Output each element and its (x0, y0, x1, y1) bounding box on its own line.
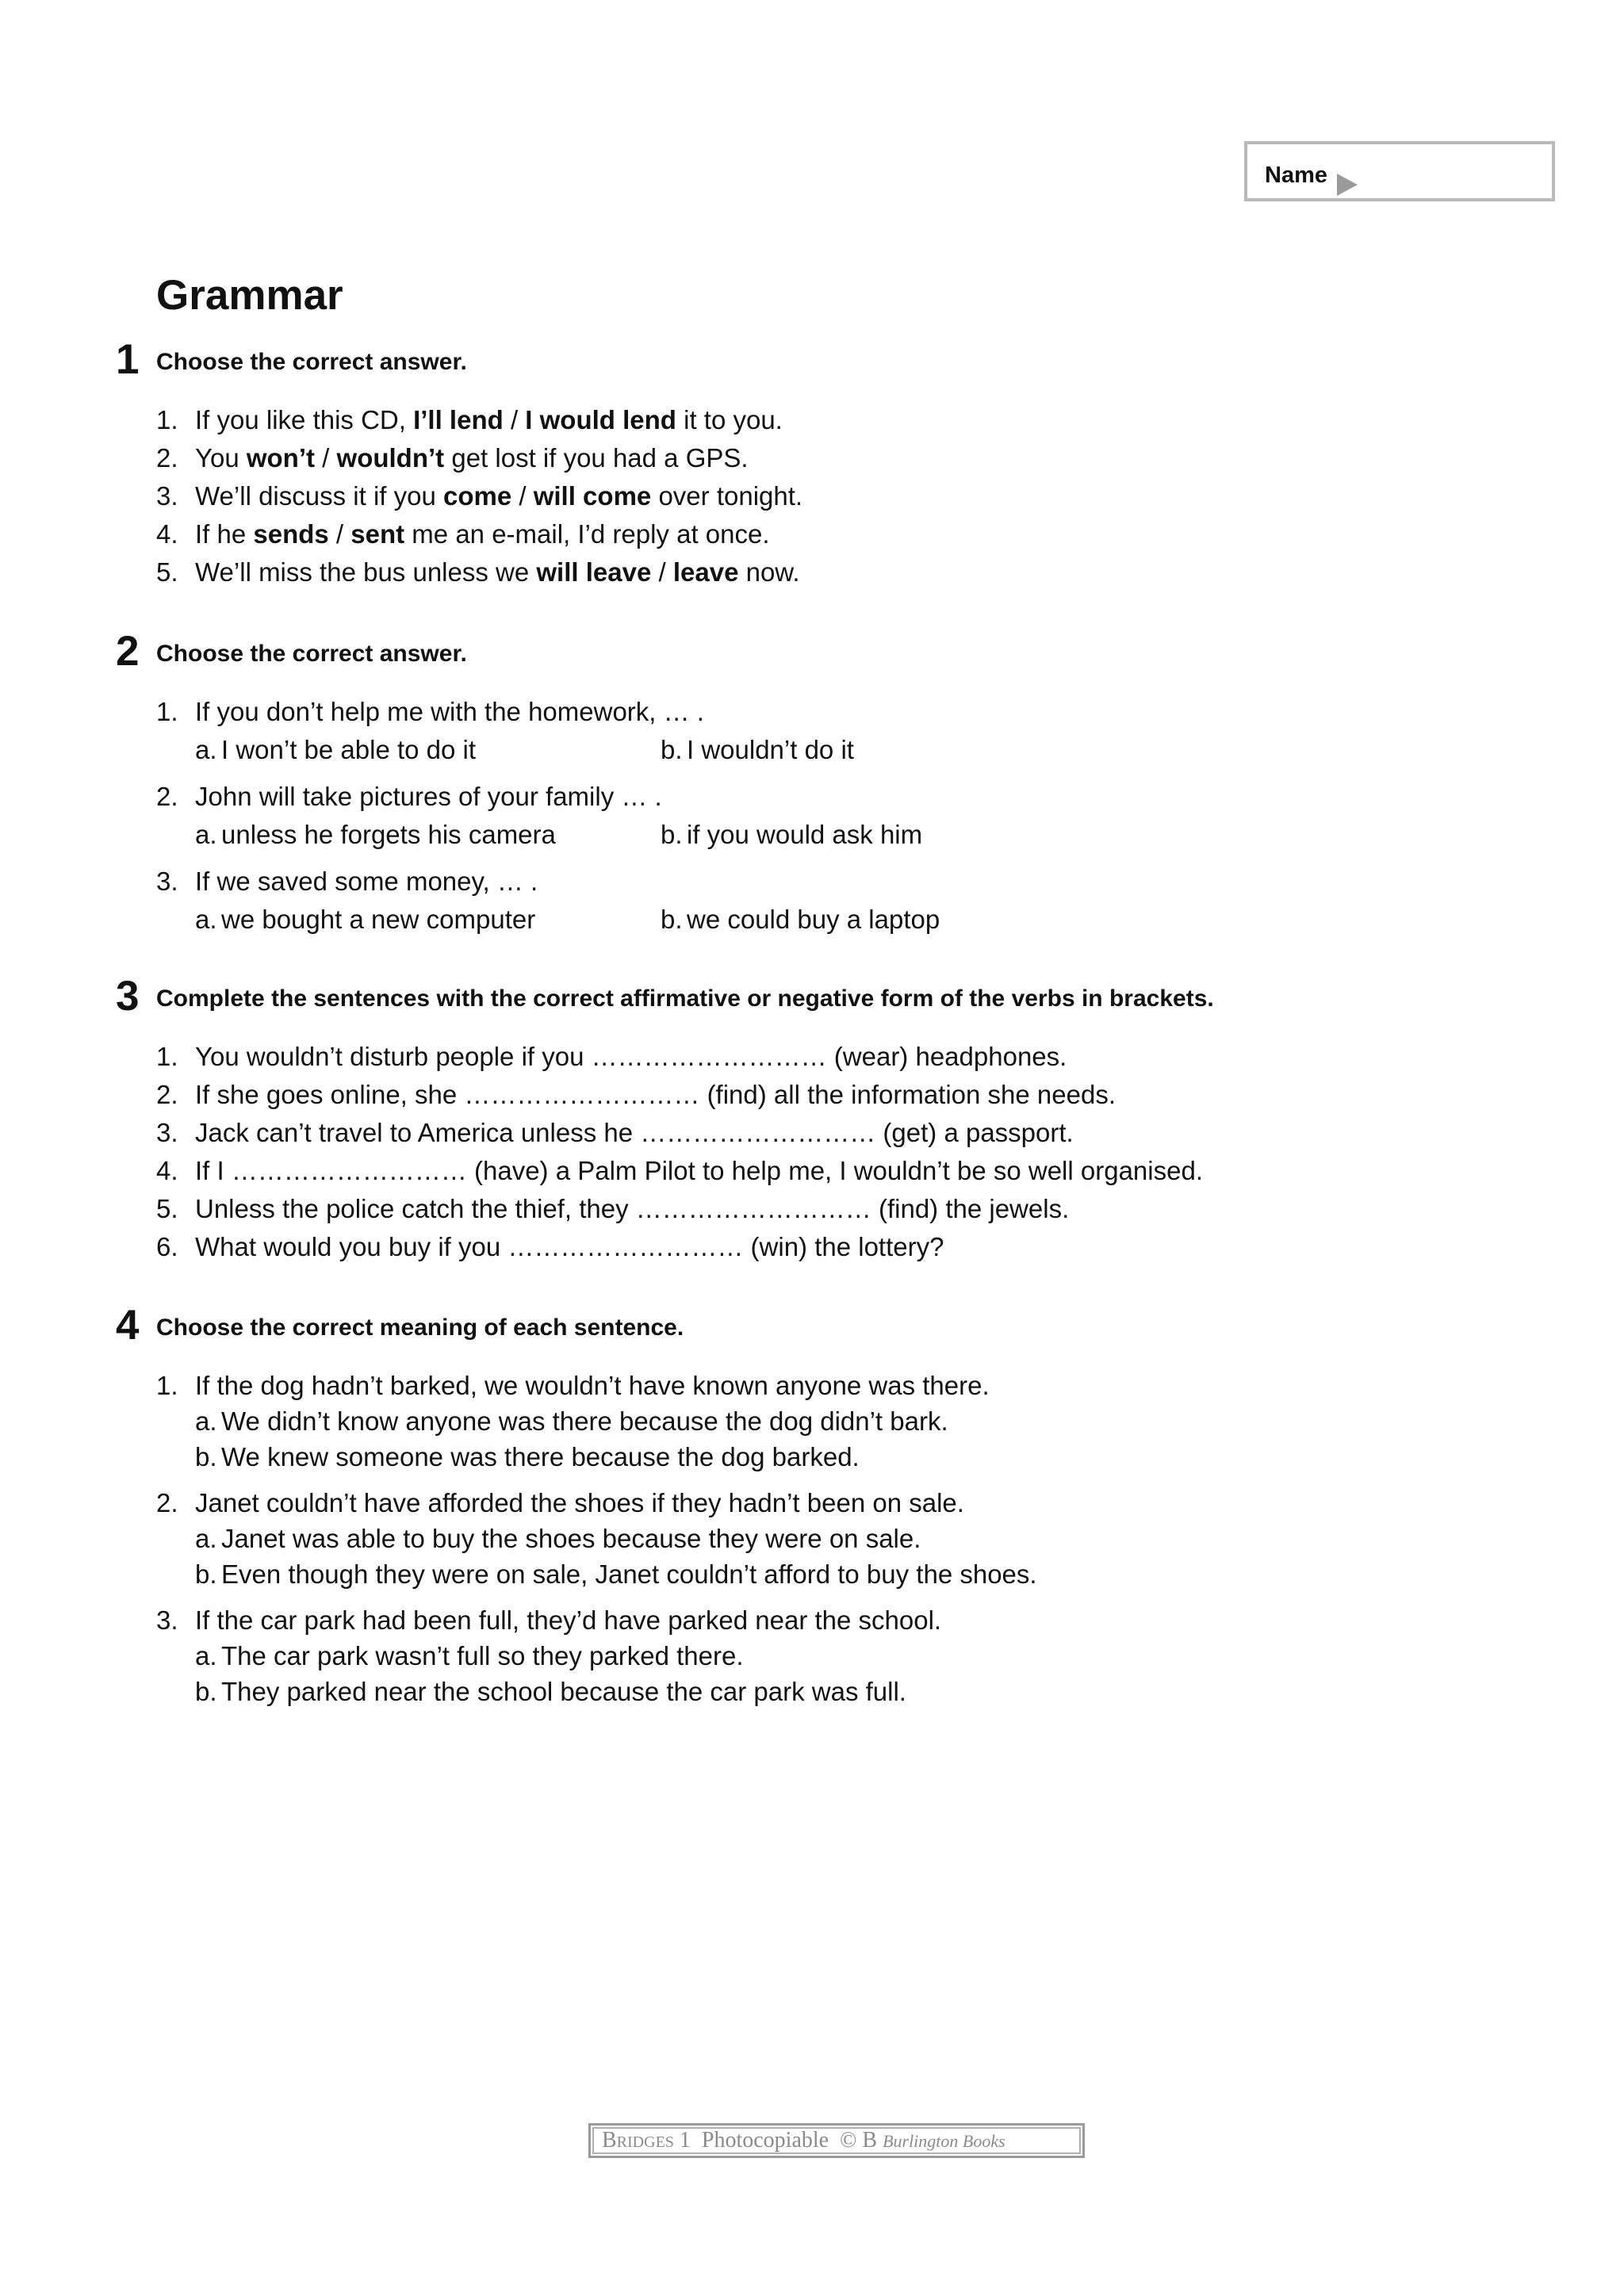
option-separator: / (651, 557, 673, 587)
exercise-1-instruction: Choose the correct answer. (156, 349, 467, 375)
exercise-2-question (156, 867, 538, 897)
exercise-1-number: 1 (116, 336, 140, 383)
answer-option-b (661, 820, 922, 850)
arrow-right-icon (1337, 174, 1358, 196)
answer-option-a (195, 1406, 948, 1437)
option-letter: a. (195, 905, 217, 934)
option-text: I wouldn’t do it (687, 735, 854, 764)
item-text: now. (738, 557, 800, 587)
exercise-4-instruction: Choose the correct meaning of each sentence. (156, 1314, 684, 1341)
item-number: 3. (156, 481, 178, 511)
item-text: You (195, 443, 247, 473)
option-a: won’t (246, 443, 316, 473)
item-number: 5. (156, 1194, 178, 1223)
name-field[interactable] (1244, 141, 1555, 201)
item-number: 4. (156, 519, 178, 549)
option-letter: a. (195, 735, 217, 764)
sentence-text: If she goes online, she ……………………… (find) all the information she needs. (195, 1080, 1116, 1109)
footer-copyright (588, 2123, 1085, 2158)
item-text: We’ll discuss it if you (195, 481, 443, 511)
item-number: 6. (156, 1232, 178, 1261)
item-number: 5. (156, 557, 178, 587)
answer-option-b (661, 735, 854, 765)
option-a: I’ll lend (413, 405, 504, 434)
exercise-4-question (156, 1605, 941, 1636)
option-letter: a. (195, 1524, 217, 1553)
option-b: sent (350, 519, 405, 549)
footer-brand: Bridges 1 (602, 2128, 691, 2152)
exercise-4-question (156, 1371, 990, 1401)
question-text: If the car park had been full, they’d have parked near the school. (195, 1605, 942, 1635)
item-number: 1. (156, 1042, 178, 1071)
option-a: sends (253, 519, 329, 549)
option-letter: b. (661, 820, 683, 849)
item-text: If you like this CD, (195, 405, 414, 434)
option-text: They parked near the school because the car park was full. (221, 1677, 906, 1706)
option-separator: / (503, 405, 526, 434)
option-letter: a. (195, 1641, 217, 1670)
option-text: Janet was able to buy the shoes because they were on sale. (221, 1524, 921, 1553)
item-number: 3. (156, 1118, 178, 1147)
exercise-3-item (156, 1194, 1069, 1224)
option-separator: / (315, 443, 337, 473)
exercise-1-item (156, 557, 800, 587)
answer-option-a (195, 735, 476, 765)
option-text: we bought a new computer (221, 905, 536, 934)
option-b: will come (533, 481, 652, 511)
exercise-3-item (156, 1232, 944, 1262)
exercise-3-item (156, 1118, 1074, 1148)
sentence-text: Jack can’t travel to America unless he ……………………… (get) a passport. (195, 1118, 1074, 1147)
option-letter: a. (195, 820, 217, 849)
option-b: wouldn’t (336, 443, 445, 473)
item-number: 1. (156, 1371, 178, 1400)
item-text: over tonight. (651, 481, 803, 511)
item-number: 4. (156, 1156, 178, 1185)
sentence-text: Unless the police catch the thief, they ……………………… (find) the jewels. (195, 1194, 1070, 1223)
answer-option-a (195, 1641, 744, 1671)
item-number: 1. (156, 697, 178, 726)
footer-label: Photocopiable (701, 2128, 829, 2152)
exercise-4-number: 4 (116, 1302, 140, 1349)
item-text: We’ll miss the bus unless we (195, 557, 537, 587)
answer-option-b (195, 1677, 906, 1707)
name-label: Name (1265, 163, 1327, 188)
exercise-1-item (156, 481, 802, 511)
page-title: Grammar (156, 272, 343, 319)
sentence-text: What would you buy if you ……………………… (win) the lottery? (195, 1232, 944, 1261)
option-a: come (442, 481, 512, 511)
question-text: If you don’t help me with the homework, … . (195, 697, 704, 726)
exercise-1-item (156, 519, 770, 549)
item-text: If he (195, 519, 254, 549)
question-text: Janet couldn’t have afforded the shoes if they hadn’t been on sale. (195, 1488, 964, 1517)
option-letter: b. (195, 1442, 217, 1471)
option-b: I would lend (525, 405, 676, 434)
option-letter: b. (195, 1677, 217, 1706)
answer-option-b (195, 1442, 860, 1472)
exercise-2-question (156, 697, 704, 727)
exercise-2-instruction: Choose the correct answer. (156, 641, 467, 667)
exercise-3-item (156, 1042, 1067, 1072)
option-text: We knew someone was there because the dog barked. (221, 1442, 860, 1471)
footer-text (592, 2127, 1081, 2154)
option-separator: / (511, 481, 534, 511)
question-text: If the dog hadn’t barked, we wouldn’t have known anyone was there. (195, 1371, 990, 1400)
option-text: I won’t be able to do it (221, 735, 477, 764)
item-text: get lost if you had a GPS. (444, 443, 749, 473)
option-letter: b. (661, 905, 683, 934)
answer-option-a (195, 905, 535, 935)
answer-option-b (661, 905, 940, 935)
exercise-3-item (156, 1080, 1116, 1110)
item-number: 2. (156, 782, 178, 811)
option-text: The car park wasn’t full so they parked there. (221, 1641, 744, 1670)
exercise-1-item (156, 405, 783, 435)
footer-publisher: Burlington Books (883, 2131, 1005, 2151)
answer-option-a (195, 1524, 921, 1554)
sentence-text: If I ……………………… (have) a Palm Pilot to help me, I wouldn’t be so well organised. (195, 1156, 1203, 1185)
item-number: 2. (156, 1080, 178, 1109)
option-text: We didn’t know anyone was there because the dog didn’t bark. (221, 1406, 948, 1436)
option-letter: b. (195, 1559, 217, 1589)
option-text: we could buy a laptop (687, 905, 940, 934)
option-b: leave (672, 557, 739, 587)
exercise-2-number: 2 (116, 628, 140, 675)
option-text: Even though they were on sale, Janet couldn’t afford to buy the shoes. (221, 1559, 1037, 1589)
answer-option-a (195, 820, 556, 850)
footer-copyright-mark: © B (840, 2128, 878, 2152)
exercise-3-item (156, 1156, 1203, 1186)
sentence-text: You wouldn’t disturb people if you ……………………… (wear) headphones. (195, 1042, 1067, 1071)
item-number: 1. (156, 405, 178, 434)
exercise-3-number: 3 (116, 973, 140, 1020)
option-letter: b. (661, 735, 683, 764)
item-number: 3. (156, 1605, 178, 1635)
option-letter: a. (195, 1406, 217, 1436)
option-a: will leave (536, 557, 652, 587)
exercise-3-instruction: Complete the sentences with the correct affirmative or negative form of the verbs in brackets. (156, 985, 1214, 1012)
item-number: 3. (156, 867, 178, 896)
option-separator: / (328, 519, 351, 549)
exercise-2-question (156, 782, 662, 812)
item-text: me an e-mail, I’d reply at once. (404, 519, 770, 549)
exercise-1-item (156, 443, 749, 473)
option-text: unless he forgets his camera (221, 820, 556, 849)
item-text: it to you. (676, 405, 783, 434)
item-number: 2. (156, 443, 178, 473)
option-text: if you would ask him (687, 820, 923, 849)
exercise-4-question (156, 1488, 964, 1518)
question-text: If we saved some money, … . (195, 867, 538, 896)
question-text: John will take pictures of your family … . (195, 782, 662, 811)
answer-option-b (195, 1559, 1037, 1590)
item-number: 2. (156, 1488, 178, 1517)
